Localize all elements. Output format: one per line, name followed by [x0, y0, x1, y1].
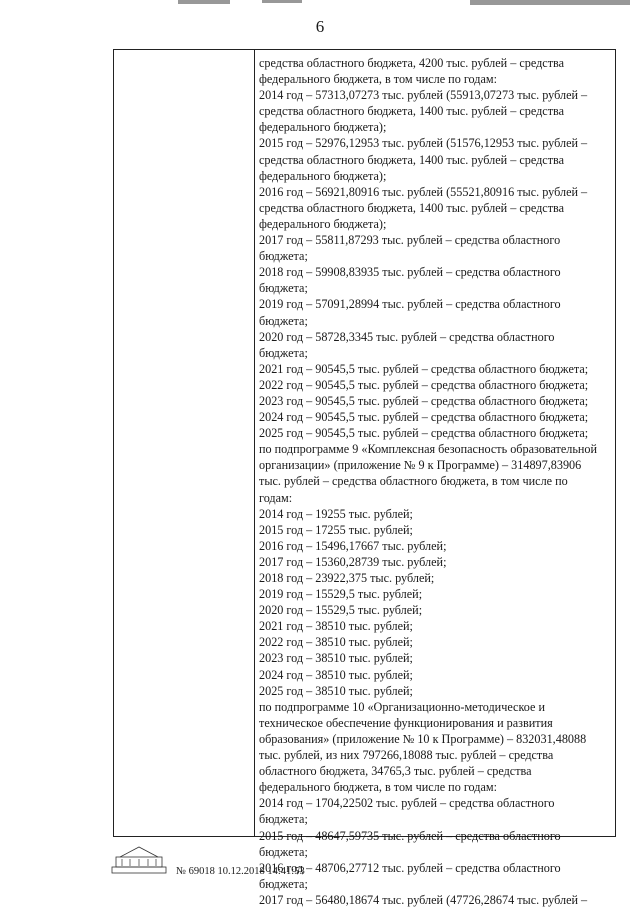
text-line: 2016 год – 48706,27712 тыс. рублей – средства областного: [259, 860, 561, 875]
text-line: средства областного бюджета, 1400 тыс. рублей – средства: [259, 104, 565, 119]
text-line: образования» (приложение № 10 к Программе) – 832031,48088: [259, 731, 587, 746]
text-line: 2025 год – 90545,5 тыс. рублей – средства областного бюджета;: [259, 426, 589, 441]
text-line: 2023 год – 38510 тыс. рублей;: [259, 651, 413, 666]
text-line: по подпрограмме 9 «Комплексная безопасность образовательной: [259, 442, 598, 457]
text-line: средства областного бюджета, 4200 тыс. рублей – средства: [259, 56, 565, 70]
text-line: средства областного бюджета, 1400 тыс. рублей – средства: [259, 200, 565, 215]
text-line: федерального бюджета);: [259, 216, 387, 231]
text-line: 2022 год – 90545,5 тыс. рублей – средства областного бюджета;: [259, 377, 589, 392]
text-line: бюджета;: [259, 313, 308, 328]
text-line: средства областного бюджета, 1400 тыс. рублей – средства: [259, 152, 565, 167]
text-line: тыс. рублей – средства областного бюджета, в том числе по: [259, 474, 568, 489]
text-line: 2015 год – 52976,12953 тыс. рублей (51576,12953 тыс. рублей –: [259, 136, 588, 151]
text-line: 2025 год – 38510 тыс. рублей;: [259, 683, 413, 698]
scan-artifact: [470, 0, 630, 5]
scan-artifact: [178, 0, 230, 4]
text-line: бюджета;: [259, 876, 308, 891]
text-line: 2014 год – 19255 тыс. рублей;: [259, 506, 413, 521]
text-line: тыс. рублей, из них 797266,18088 тыс. рублей – средства: [259, 748, 554, 763]
text-line: федерального бюджета, в том числе по годам:: [259, 72, 497, 87]
text-line: 2018 год – 23922,375 тыс. рублей;: [259, 571, 435, 585]
text-line: 2018 год – 59908,83935 тыс. рублей – средства областного: [259, 265, 561, 280]
text-line: 2020 год – 58728,3345 тыс. рублей – средства областного: [259, 329, 555, 344]
text-line: федерального бюджета);: [259, 120, 387, 135]
text-line: годам:: [259, 490, 293, 505]
text-line: бюджета;: [259, 345, 308, 360]
text-line: 2019 год – 57091,28994 тыс. рублей – средства областного: [259, 297, 561, 312]
text-line: техническое обеспечение функционирования и развития: [259, 715, 553, 730]
text-line: федерального бюджета, в том числе по годам:: [259, 780, 497, 795]
text-line: 2024 год – 90545,5 тыс. рублей – средства областного бюджета;: [259, 410, 589, 425]
text-line: 2015 год – 48647,59735 тыс. рублей – средства областного: [259, 828, 561, 843]
text-line: 2016 год – 56921,80916 тыс. рублей (55521,80916 тыс. рублей –: [259, 184, 588, 199]
page-number: 6: [315, 17, 325, 36]
text-line: 2022 год – 38510 тыс. рублей;: [259, 635, 413, 650]
text-line: бюджета;: [259, 812, 308, 827]
text-line: 2016 год – 15496,17667 тыс. рублей;: [259, 538, 447, 553]
text-line: по подпрограмме 10 «Организационно-методическое и: [259, 699, 545, 714]
text-line: бюджета;: [259, 281, 308, 296]
text-line: 2023 год – 90545,5 тыс. рублей – средства областного бюджета;: [259, 393, 589, 408]
scan-artifact: [262, 0, 302, 3]
text-line: 2021 год – 90545,5 тыс. рублей – средства областного бюджета;: [259, 361, 589, 376]
document-stamp: № 69018 10.12.2018 14:41:53: [176, 866, 305, 877]
text-line: 2024 год – 38510 тыс. рублей;: [259, 667, 413, 682]
text-line: областного бюджета, 34765,3 тыс. рублей – средства: [259, 764, 532, 779]
text-line: 2019 год – 15529,5 тыс. рублей;: [259, 587, 423, 602]
text-line: бюджета;: [259, 844, 308, 859]
text-line: 2017 год – 15360,28739 тыс. рублей;: [259, 554, 447, 569]
text-line: 2014 год – 57313,07273 тыс. рублей (55913,07273 тыс. рублей –: [259, 88, 588, 103]
text-line: 2015 год – 17255 тыс. рублей;: [259, 522, 413, 537]
column-divider: [254, 50, 255, 836]
text-line: 2017 год – 56480,18674 тыс. рублей (47726,28674 тыс. рублей –: [259, 892, 588, 907]
text-line: 2021 год – 38510 тыс. рублей;: [259, 619, 413, 634]
text-line: 2014 год – 1704,22502 тыс. рублей – средства областного: [259, 796, 555, 811]
text-line: федерального бюджета);: [259, 168, 387, 183]
budget-text-column: [259, 55, 614, 908]
text-line: бюджета;: [259, 249, 308, 264]
text-line: организации» (приложение № 9 к Программе) – 314897,83906: [259, 458, 582, 473]
text-line: 2020 год – 15529,5 тыс. рублей;: [259, 603, 423, 618]
text-line: 2017 год – 55811,87293 тыс. рублей – средства областного: [259, 233, 561, 248]
office-logo-icon: [110, 845, 168, 875]
